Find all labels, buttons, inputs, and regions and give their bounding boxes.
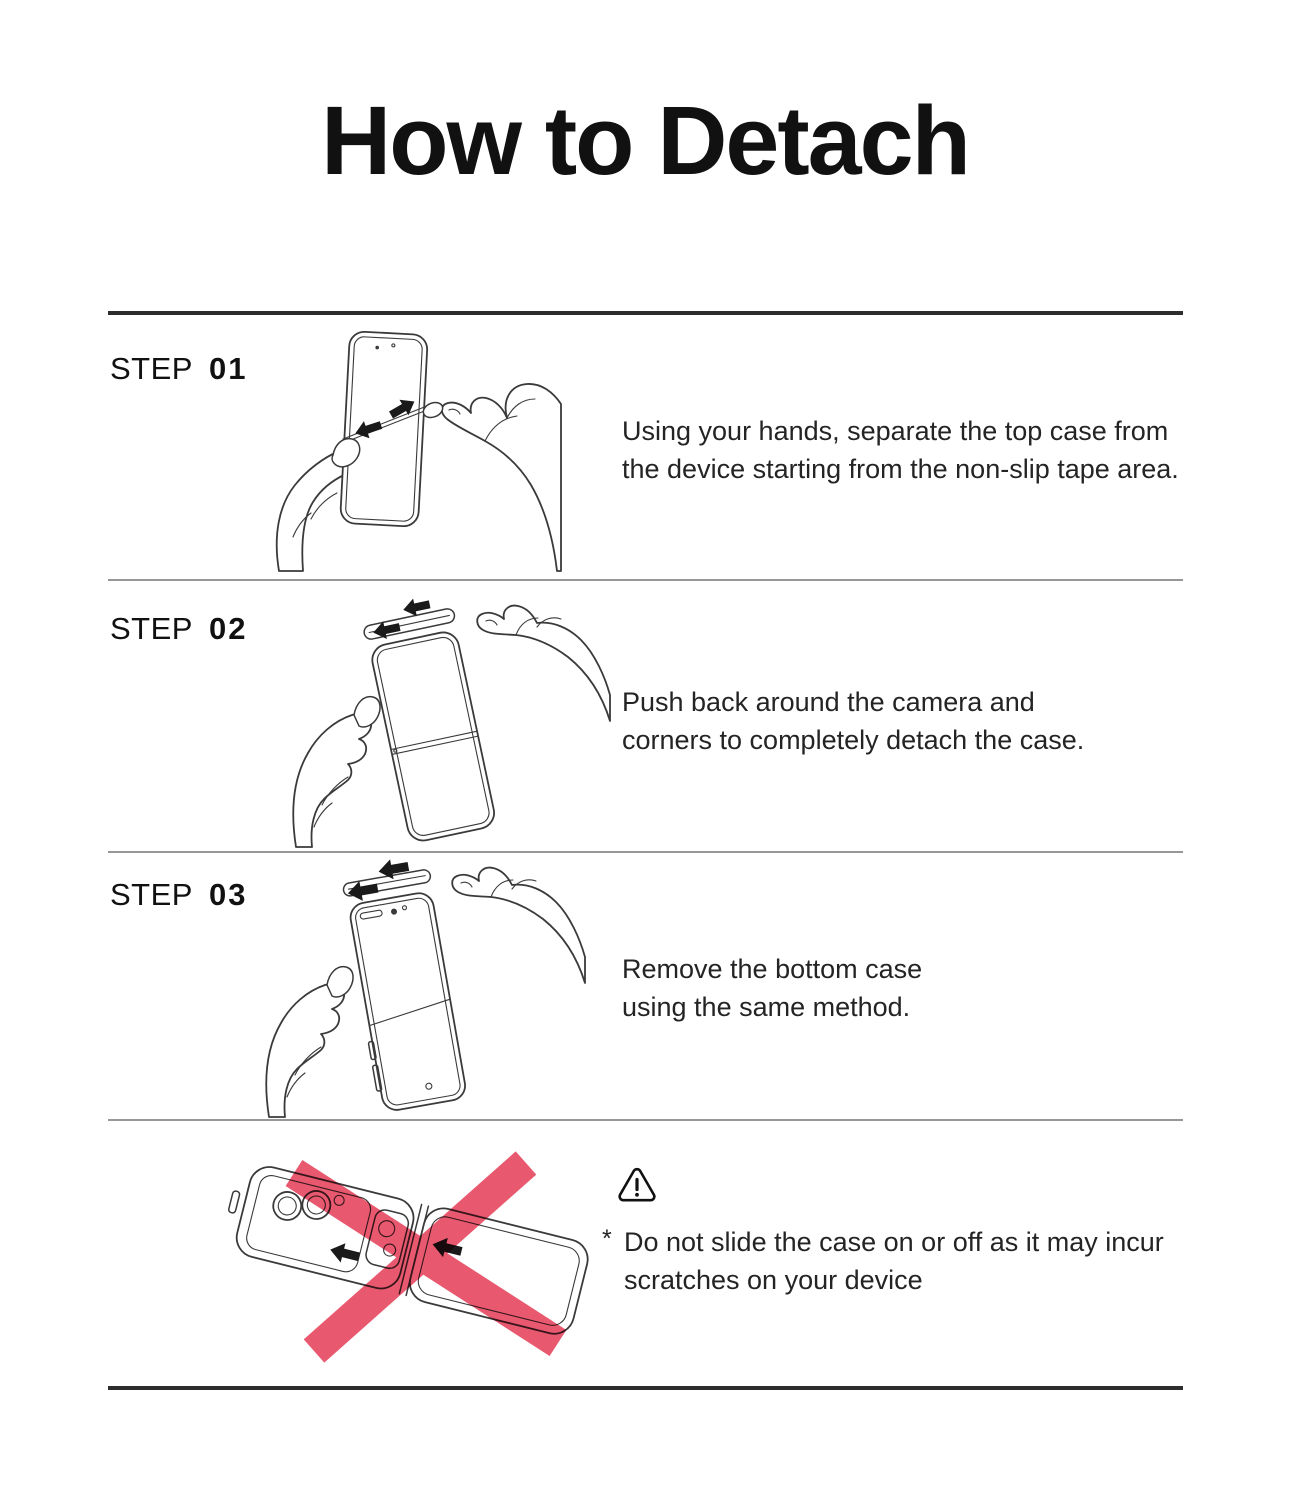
step-2-line-2: corners to completely detach the case. — [622, 725, 1085, 755]
hands-detaching-top-case-drawing — [270, 591, 610, 847]
step-1-line-1: Using your hands, separate the top case from — [622, 416, 1169, 446]
hands-detaching-bottom-case-drawing — [235, 857, 585, 1117]
step-word: STEP — [110, 611, 193, 646]
warning-section — [0, 1121, 1290, 1386]
step-word: STEP — [110, 877, 193, 912]
crossed-out-sliding-case-drawing — [210, 1151, 610, 1359]
hands-separating-case-drawing — [245, 323, 565, 571]
asterisk: * — [602, 1225, 612, 1253]
step-word: STEP — [110, 351, 193, 386]
step-1-line-2: the device starting from the non-slip tape area. — [622, 454, 1179, 484]
step-number: 02 — [208, 611, 248, 646]
step-3-label — [110, 877, 247, 913]
step-2-section — [0, 581, 1290, 851]
step-2-text — [622, 683, 1084, 759]
step-3-line-2: using the same method. — [622, 992, 911, 1022]
step-1-section — [0, 315, 1290, 579]
step-1-text — [622, 412, 1179, 488]
step-3-illustration — [235, 857, 585, 1117]
step-1-label — [110, 351, 247, 387]
step-number: 01 — [208, 351, 248, 386]
step-3-section — [0, 853, 1290, 1119]
step-1-illustration — [245, 323, 565, 571]
warning-line-2: scratches on your device — [624, 1265, 923, 1295]
warning-line-1: * Do not slide the case on or off as it may incur — [624, 1220, 1164, 1261]
step-3-line-1: Remove the bottom case — [622, 954, 923, 984]
warning-text — [602, 1220, 1164, 1299]
warning-triangle-icon — [616, 1165, 658, 1210]
step-2-illustration — [270, 591, 610, 847]
divider-bottom — [108, 1386, 1183, 1390]
warning-illustration — [210, 1151, 610, 1359]
step-number: 03 — [208, 877, 248, 912]
step-2-label — [110, 611, 247, 647]
step-2-line-1: Push back around the camera and — [622, 687, 1035, 717]
page-title: How to Detach — [321, 86, 969, 195]
step-3-text — [622, 950, 922, 1026]
